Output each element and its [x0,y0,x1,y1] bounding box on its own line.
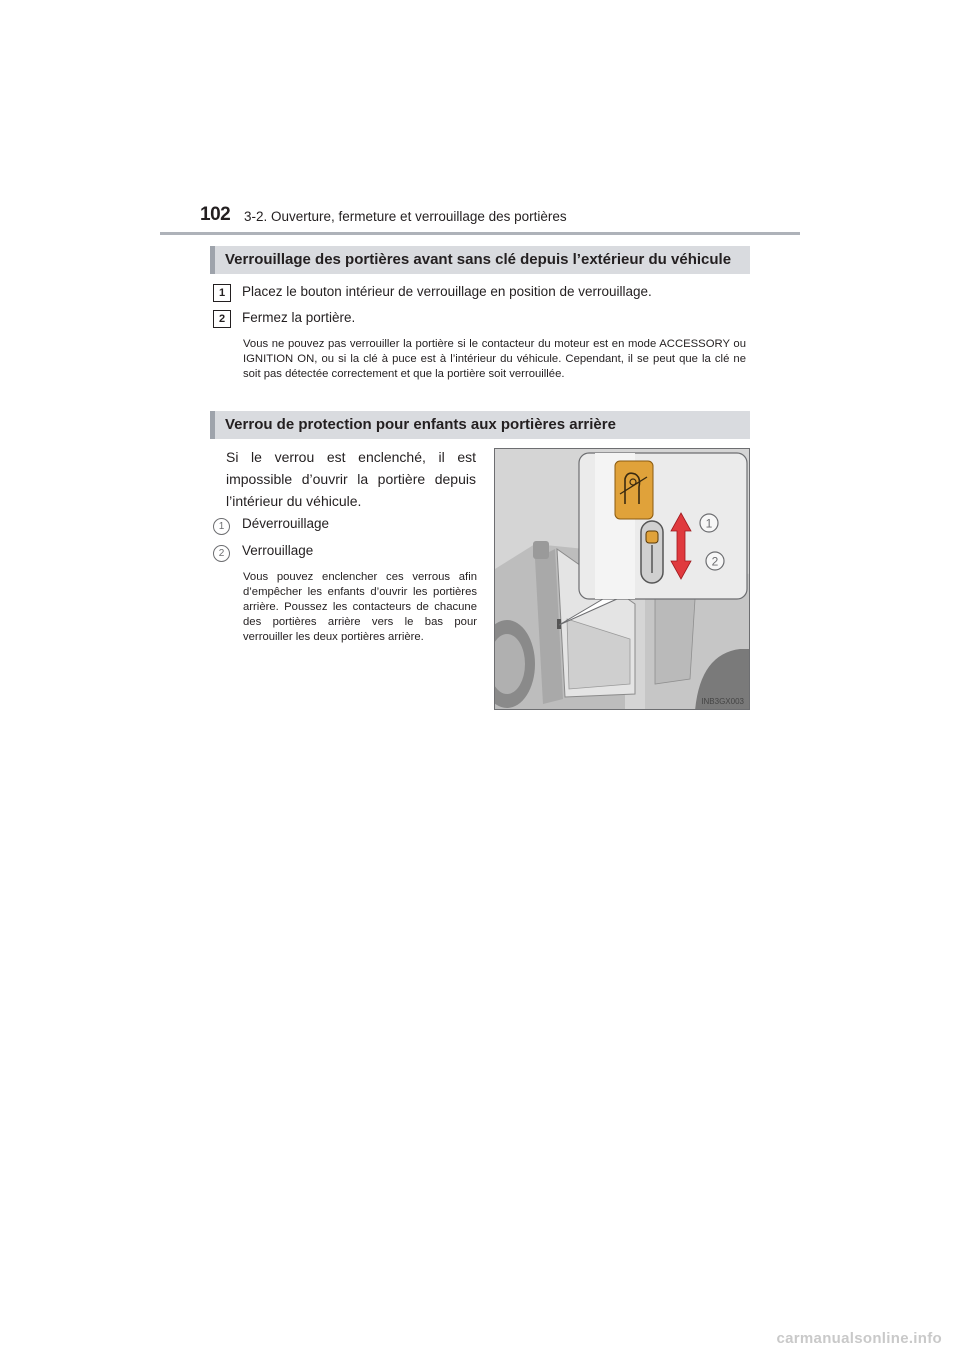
figure-code: INB3GX003 [701,697,744,706]
section-heading-child-lock: Verrou de protection pour enfants aux portières arrière [210,411,750,439]
legend-text: Verrouillage [242,543,314,558]
figure-callout-2: 2 [711,554,719,569]
legend-number: 2 [213,545,230,562]
chapter-title: 3-2. Ouverture, fermeture et verrouillage des portières [244,209,567,224]
note-keyless-locking: Vous ne pouvez pas verrouiller la portière si le contacteur du moteur est en mode ACCESSORY ou IGNITION ON, ou si la clé à puce est à l’intérieur du véhicule. Cependant, il se peut que la clé ne soit pas détectée correctement et que la portière soit verrouillée. [243,338,746,380]
figure-callout-1: 1 [705,516,713,531]
note-child-lock: Vous pouvez enclencher ces verrous afin d’empêcher les enfants d’ouvrir les portières arrière. Poussez les contacteurs de chacune des portières arrière vers le bas pour verrouiller les deux portières arrière. [243,571,477,643]
watermark [0,1330,960,1358]
car-door-drawing [495,449,750,710]
header-rule [160,232,800,235]
page-header [200,204,800,234]
step-text: Fermez la portière. [242,310,356,325]
legend-number: 1 [213,518,230,535]
legend-text: Déverrouillage [242,516,330,531]
page-number: 102 [200,204,231,225]
section-heading-keyless-locking: Verrouillage des portières avant sans clé depuis l’extérieur du véhicule [210,246,750,274]
child-lock-description: Si le verrou est enclenché, il est impossible d’ouvrir la portière depuis l’intérieur du véhicule. [226,449,476,509]
watermark-text: carmanualsonline.info [776,1330,942,1347]
step-badge: 1 [213,284,231,302]
child-lock-label-icon [615,461,653,519]
step-text: Placez le bouton intérieur de verrouillage en position de verrouillage. [242,284,652,299]
step-badge: 2 [213,310,231,328]
child-lock-illustration [494,448,750,710]
